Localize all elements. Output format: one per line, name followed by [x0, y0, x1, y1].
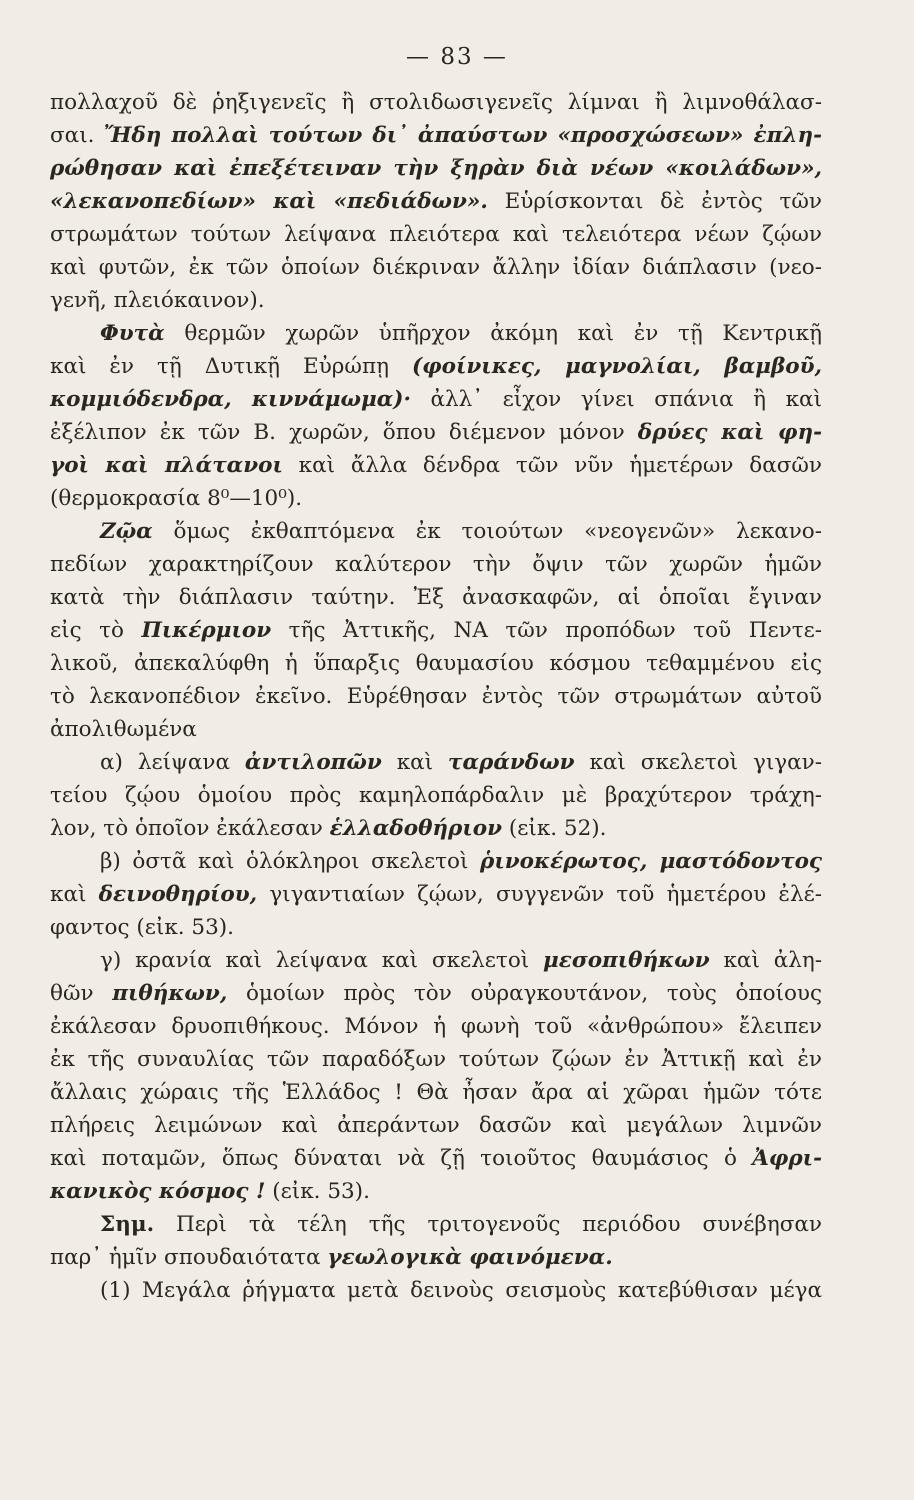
text-run: θῶν: [50, 981, 113, 1006]
text-line: [50, 284, 822, 317]
text-line: [50, 1043, 822, 1076]
page-number: — 83 —: [406, 44, 508, 70]
text-run: εἰς τὸ: [50, 618, 142, 643]
emphasized-text: Ζῷα: [100, 519, 153, 544]
text-run: γενῆ, πλειόκαινον).: [50, 288, 265, 313]
text-run: κατὰ τὴν διάπλασιν ταύτην. Ἐξ ἀνασκαφῶν, αἱ ὁποῖαι ἔγιναν: [50, 585, 822, 610]
text-line: [50, 1142, 822, 1175]
emphasized-text: Φυτὰ: [100, 321, 165, 346]
text-run: γ) κρανία καὶ λείψανα καὶ σκελετοὶ: [100, 948, 544, 973]
text-run: β) ὀστᾶ καὶ ὁλόκληροι σκελετοὶ: [100, 849, 481, 874]
text-run: στρωμάτων τούτων λείψανα πλειότερα καὶ τελειότερα νέων ζῴων: [50, 222, 822, 247]
text-run: (εἰκ. 52).: [502, 816, 607, 841]
emphasized-text: Ἀφρι-: [752, 1146, 822, 1171]
emphasized-text: μεσοπιθήκων: [543, 948, 710, 973]
text-run: καὶ ἐν τῇ Δυτικῇ Εὐρώπῃ: [50, 354, 412, 379]
emphasized-text: ῥινοκέρωτος, μαστόδοντος: [480, 849, 823, 874]
text-line: [50, 911, 822, 944]
text-line: [50, 515, 822, 548]
text-run: α) λείψανα: [100, 750, 245, 775]
text-line: [50, 1274, 822, 1307]
text-run: καὶ ἀλη-: [709, 948, 822, 973]
text-line: [50, 581, 822, 614]
text-run: τείου ζῴου ὁμοίου πρὸς καμηλοπάρδαλιν μὲ βραχύτερον τράχη-: [50, 783, 822, 808]
text-run: ἀπολιθωμένα: [50, 717, 197, 742]
text-run: θερμῶν χωρῶν ὑπῆρχον ἀκόμη καὶ ἐν τῇ Κεντρικῇ: [164, 321, 822, 346]
text-run: πλήρεις λειμώνων καὶ ἀπεράντων δασῶν καὶ μεγάλων λιμνῶν: [50, 1113, 822, 1138]
emphasized-text: Ἤδη πολλαὶ τούτων δι᾽ ἀπαύστων «προσχώσεων» ἐπλη-: [103, 123, 822, 148]
text-run: ἐκάλεσαν δρυοπιθήκους. Μόνον ἡ φωνὴ τοῦ «ἀνθρώπου» ἔλειπεν: [50, 1014, 822, 1039]
emphasized-text: γεωλογικὰ φαινόμενα.: [327, 1245, 613, 1270]
text-line: [50, 317, 822, 350]
text-run: σαι.: [50, 123, 104, 148]
text-line: [50, 1010, 822, 1043]
text-line: [50, 548, 822, 581]
emphasized-text: ταράνδων: [448, 750, 575, 775]
text-run: ὅμως ἐκθαπτόμενα ἐκ τοιούτων «νεογενῶν» λεκανο-: [152, 519, 822, 544]
text-line: [50, 614, 822, 647]
emphasized-text: ρώθησαν καὶ ἐπεξέτειναν τὴν ξηρὰν διὰ νέων «κοιλάδων»,: [50, 156, 822, 181]
text-run: φαντος (εἰκ. 53).: [50, 915, 234, 940]
text-run: (εἰκ. 53).: [265, 1179, 370, 1204]
text-run: Εὑρίσκονται δὲ ἐντὸς τῶν: [487, 189, 822, 214]
text-line: [50, 746, 822, 779]
text-run: (1) Μεγάλα ῥήγματα μετὰ δεινοὺς σεισμοὺς κατεβύθισαν μέγα: [100, 1278, 822, 1303]
text-run: τὸ λεκανοπέδιον ἐκεῖνο. Εὑρέθησαν ἐντὸς τῶν στρωμάτων αὐτοῦ: [50, 684, 822, 709]
emphasized-text: κανικὸς κόσμος !: [50, 1179, 266, 1204]
text-run: καὶ ποταμῶν, ὅπως δύναται νὰ ζῇ τοιοῦτος θαυμάσιος ὁ: [50, 1146, 753, 1171]
text-run: ὁμοίων πρὸς τὸν οὐραγκουτάνον, τοὺς ὁποίους: [227, 981, 822, 1006]
text-line: [50, 416, 822, 449]
text-run: καὶ: [381, 750, 449, 775]
text-line: [50, 185, 822, 218]
text-line: [50, 1076, 822, 1109]
text-run: λικοῦ, ἀπεκαλύφθη ἡ ὕπαρξις θαυμασίου κόσμου τεθαμμένου εἰς: [50, 651, 822, 676]
text-line: [50, 977, 822, 1010]
text-line: [50, 152, 822, 185]
text-run: πεδίων χαρακτηρίζουν καλύτερον τὴν ὄψιν τῶν χωρῶν ἡμῶν: [50, 552, 822, 577]
text-line: [50, 647, 822, 680]
emphasized-text: πιθήκων,: [112, 981, 228, 1006]
text-run: ἀλλ᾽ εἶχον γίνει σπάνια ἢ καὶ: [410, 387, 822, 412]
emphasized-text: δεινοθηρίου,: [98, 882, 258, 907]
text-line: [50, 383, 822, 416]
text-line: [50, 812, 822, 845]
text-run: (θερμοκρασία 8⁰—10⁰).: [50, 486, 303, 511]
emphasized-text: (φοίνικες, μαγνολίαι, βαμβοῦ,: [412, 354, 822, 379]
emphasized-text: «λεκανοπεδίων» καὶ «πεδιάδων».: [50, 189, 488, 214]
emphasized-text: Σημ.: [100, 1212, 155, 1237]
text-line: [50, 119, 822, 152]
text-run: πολλαχοῦ δὲ ῥηξιγενεῖς ἢ στολιδωσιγενεῖς λίμναι ἢ λιμνοθάλασ-: [50, 90, 822, 115]
text-run: γιγαντιαίων ζῴων, συγγενῶν τοῦ ἡμετέρου ἐλέ-: [257, 882, 822, 907]
text-line: [50, 350, 822, 383]
emphasized-text: ἀντιλοπῶν: [244, 750, 382, 775]
emphasized-text: δρύες καὶ φη-: [637, 420, 822, 445]
text-line: [50, 878, 822, 911]
text-run: Περὶ τὰ τέλη τῆς τριτογενοῦς περιόδου συνέβησαν: [154, 1212, 822, 1237]
text-run: καὶ: [50, 882, 99, 907]
text-line: [50, 680, 822, 713]
text-line: [50, 449, 822, 482]
page-body-text: [50, 86, 822, 1307]
text-line: [50, 779, 822, 812]
text-line: [50, 1109, 822, 1142]
text-line: [50, 482, 822, 515]
text-run: καὶ φυτῶν, ἐκ τῶν ὁποίων διέκριναν ἄλλην ἰδίαν διάπλασιν (νεο-: [50, 255, 822, 280]
text-line: [50, 1241, 822, 1274]
text-run: ἄλλαις χώραις τῆς Ἑλλάδος ! Θὰ ἦσαν ἄρα αἱ χῶραι ἡμῶν τότε: [50, 1080, 822, 1105]
text-line: [50, 218, 822, 251]
emphasized-text: ἑλλαδοθήριον: [329, 816, 503, 841]
emphasized-text: γοὶ καὶ πλάτανοι: [50, 453, 283, 478]
text-run: καὶ ἄλλα δένδρα τῶν νῦν ἡμετέρων δασῶν: [282, 453, 822, 478]
text-line: [50, 845, 822, 878]
text-run: ἐκ τῆς συναυλίας τῶν παραδόξων τούτων ζῴων ἐν Ἀττικῇ καὶ ἐν: [50, 1047, 822, 1072]
text-line: [50, 86, 822, 119]
text-run: παρ᾽ ἡμῖν σπουδαιότατα: [50, 1245, 328, 1270]
text-run: τῆς Ἀττικῆς, ΝΑ τῶν προπόδων τοῦ Πεντε-: [271, 618, 822, 643]
text-line: [50, 713, 822, 746]
text-line: [50, 1175, 822, 1208]
text-line: [50, 944, 822, 977]
text-run: ἐξέλιπον ἐκ τῶν Β. χωρῶν, ὅπου διέμενον μόνον: [50, 420, 638, 445]
text-line: [50, 1208, 822, 1241]
text-line: [50, 251, 822, 284]
emphasized-text: κομμιόδενδρα, κιννάμωμα)·: [50, 387, 411, 412]
text-run: καὶ σκελετοὶ γιγαν-: [574, 750, 822, 775]
text-run: λον, τὸ ὁποῖον ἐκάλεσαν: [50, 816, 330, 841]
emphasized-text: Πικέρμιον: [141, 618, 272, 643]
